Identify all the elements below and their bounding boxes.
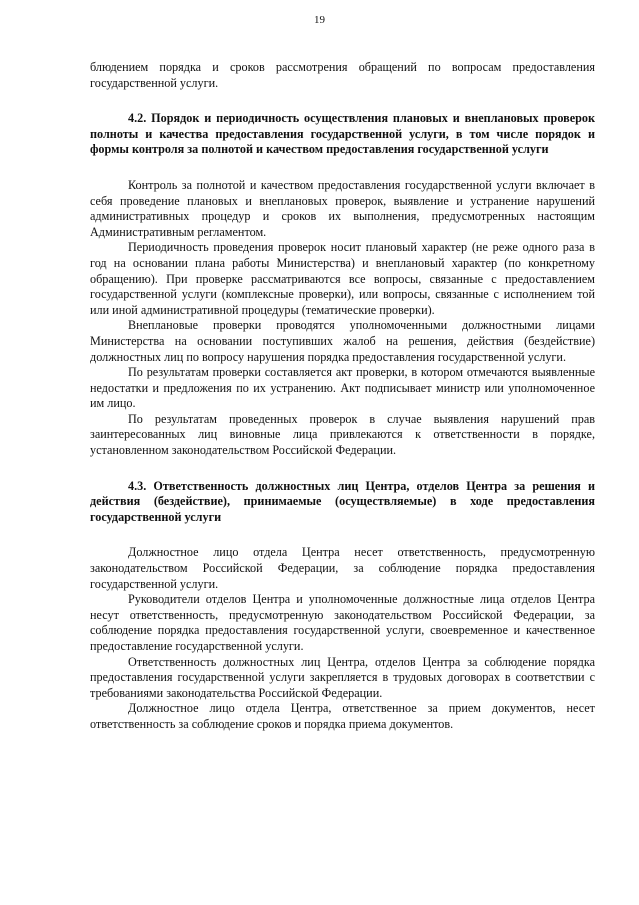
section-4-2-heading: 4.2. Порядок и периодичность осуществления плановых и внеплановых проверок полноты и качества предоставления государственной услуги, в том числе порядок и формы контроля за полнотой и качеством предоставления государственной услуги xyxy=(90,111,595,157)
section-4-3-heading: 4.3. Ответственность должностных лиц Центра, отделов Центра за решения и действия (бездействие), принимаемые (осуществляемые) в ходе предоставления государственной услуги xyxy=(90,478,595,524)
section-4-2-paragraph: Внеплановые проверки проводятся уполномоченными должностными лицами Министерства на основании поступивших жалоб на решения, действия (бездействие) должностных лиц по вопросу нарушения порядка предоставления государственной услуги. xyxy=(90,318,595,364)
intro-paragraph: блюдением порядка и сроков рассмотрения обращений по вопросам предоставления государственной услуги. xyxy=(90,60,595,90)
section-4-3-paragraph: Ответственность должностных лиц Центра, отделов Центра за соблюдение порядка предоставления государственной услуги закрепляется в трудовых договорах в соответствии с требованиями законодательства Российской Федерации. xyxy=(90,654,595,700)
section-4-2-paragraph: По результатам проверки составляется акт проверки, в котором отмечаются выявленные недостатки и предложения по их устранению. Акт подписывает министр или уполномоченное им лицо. xyxy=(90,365,595,411)
section-4-2-paragraph: По результатам проведенных проверок в случае выявления нарушений прав заинтересованных лиц виновные лица привлекаются к ответственности в порядке, установленном законодательством Российской Федерации. xyxy=(90,411,595,458)
section-4-3-paragraph: Руководители отделов Центра и уполномоченные должностные лица отделов Центра несут ответственность, предусмотренную законодательством Российской Федерации, за соблюдение порядка предоставления государственной услуги, своевременное и качественное предоставление государственной услуги. xyxy=(90,592,595,653)
section-4-3-paragraph: Должностное лицо отдела Центра, ответственное за прием документов, несет ответственность за соблюдение сроков и порядка приема документов. xyxy=(90,701,595,731)
section-4-2-paragraph: Контроль за полнотой и качеством предоставления государственной услуги включает в себя проведение плановых и внеплановых проверок, выявление и устранение нарушений административных процедур и сроков их выполнения, предусмотренных настоящим Административным регламентом. xyxy=(90,177,595,239)
section-4-2-paragraph: Периодичность проведения проверок носит плановый характер (не реже одного раза в год на основании плана работы Министерства) и внеплановый характер (по конкретному обращению). При проверке рассматриваются все вопросы, связанные с предоставлением государственной услуги (комплексные проверки), или вопросы, связанные с исполнением той или иной административной процедуры (тематические проверки). xyxy=(90,240,595,317)
page-number: 19 xyxy=(314,14,325,26)
document-body xyxy=(90,60,595,733)
section-4-3-paragraph: Должностное лицо отдела Центра несет ответственность, предусмотренную законодательством Российской Федерации, за соблюдение порядка предоставления государственной услуги. xyxy=(90,545,595,591)
